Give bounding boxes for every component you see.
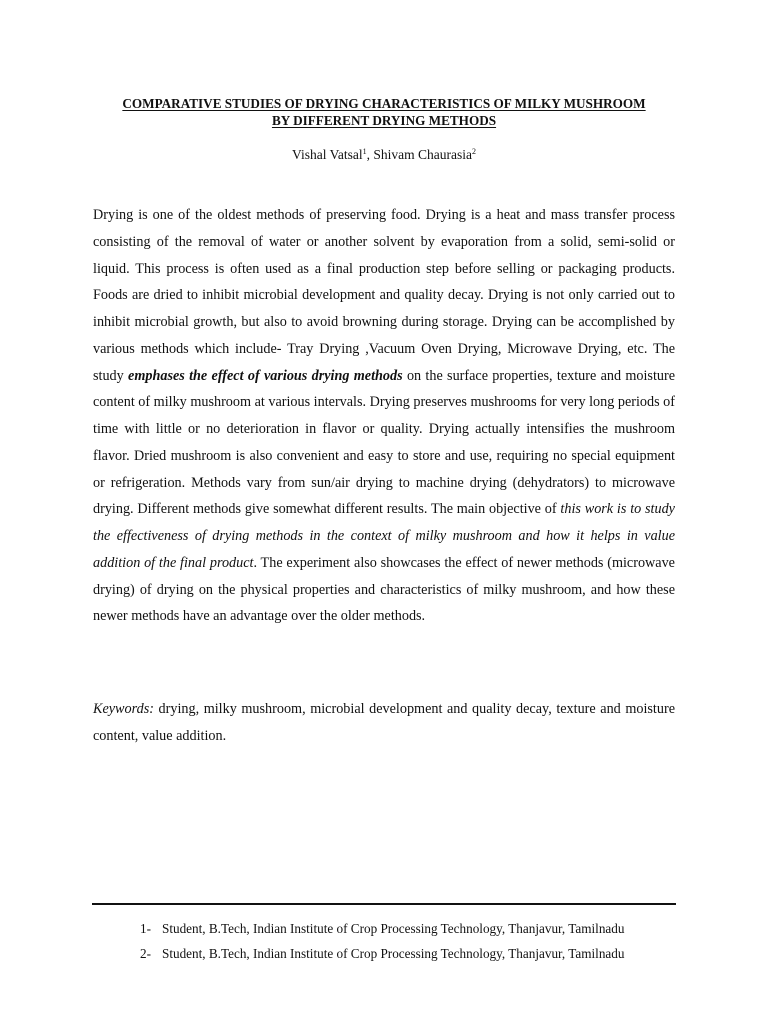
author-list	[60, 143, 708, 164]
keywords-text: drying, milky mushroom, microbial development and quality decay, texture and moisture content, value addition.	[93, 701, 675, 744]
footnote-2-text: Student, B.Tech, Indian Institute of Crop Processing Technology, Thanjavur, Tamilnadu	[162, 946, 625, 961]
abstract-text-part-2: on the surface properties, texture and moisture content of milky mushroom at various intervals. Drying preserves mushrooms for very long periods of time with little or no deterioration in flavor or quality. Drying actually intensifies the mushroom flavor. Dried mushroom is also convenient and easy to store and use, requiring no special equipment or refrigeration. Methods vary from sun/air drying to machine drying (dehydrators) to microwave drying. Different methods give somewhat different results. The main objective of	[93, 367, 676, 518]
footnotes	[140, 916, 700, 966]
author-2: Shivam Chaurasia	[373, 147, 472, 162]
author-1: Vishal Vatsal	[292, 147, 363, 162]
paper-title-line-2: BY DIFFERENT DRYING METHODS	[271, 113, 497, 128]
footnote-2	[140, 941, 700, 966]
footnote-1-number: 1-	[140, 921, 151, 936]
footnote-1	[140, 916, 700, 941]
abstract-text-part-1: Drying is one of the oldest methods of preserving food. Drying is a heat and mass transfer process consisting of the removal of water or another solvent by evaporation from a solid, semi-solid or liquid. This process is often used as a final production step before selling or packaging products. Foods are dried to inhibit microbial development and quality decay. Drying is not only carried out to inhibit microbial growth, but also to avoid browning during storage. Drying can be accomplished by various methods which include- Tray Drying ,Vacuum Oven Drying, Microwave Drying, etc. The study	[93, 207, 675, 384]
footnote-divider	[92, 903, 676, 905]
abstract-emphasis-bold: emphases the effect of various drying methods	[128, 367, 403, 384]
keywords-paragraph	[93, 696, 675, 750]
keywords-label: Keywords:	[93, 701, 154, 717]
author-separator: ,	[366, 147, 374, 162]
paper-title-line-1: COMPARATIVE STUDIES OF DRYING CHARACTERISTICS OF MILKY MUSHROOM	[122, 96, 646, 111]
author-1-affiliation-mark: 1	[362, 147, 367, 156]
footnote-2-number: 2-	[140, 946, 151, 961]
paper-title	[60, 95, 708, 129]
footnote-1-text: Student, B.Tech, Indian Institute of Crop Processing Technology, Thanjavur, Tamilnadu	[162, 921, 625, 936]
abstract-emphasis-italic: this work is to study the effectiveness of drying methods in the context of milky mushroom and how it helps in value addition of the final product	[93, 501, 675, 571]
abstract-paragraph	[93, 202, 675, 630]
author-2-affiliation-mark: 2	[471, 147, 476, 156]
abstract-text-part-3: . The experiment also showcases the effect of newer methods (microwave drying) of drying on the physical properties and characteristics of milky mushroom, and how these newer methods have an advantage over the older methods.	[93, 554, 675, 625]
